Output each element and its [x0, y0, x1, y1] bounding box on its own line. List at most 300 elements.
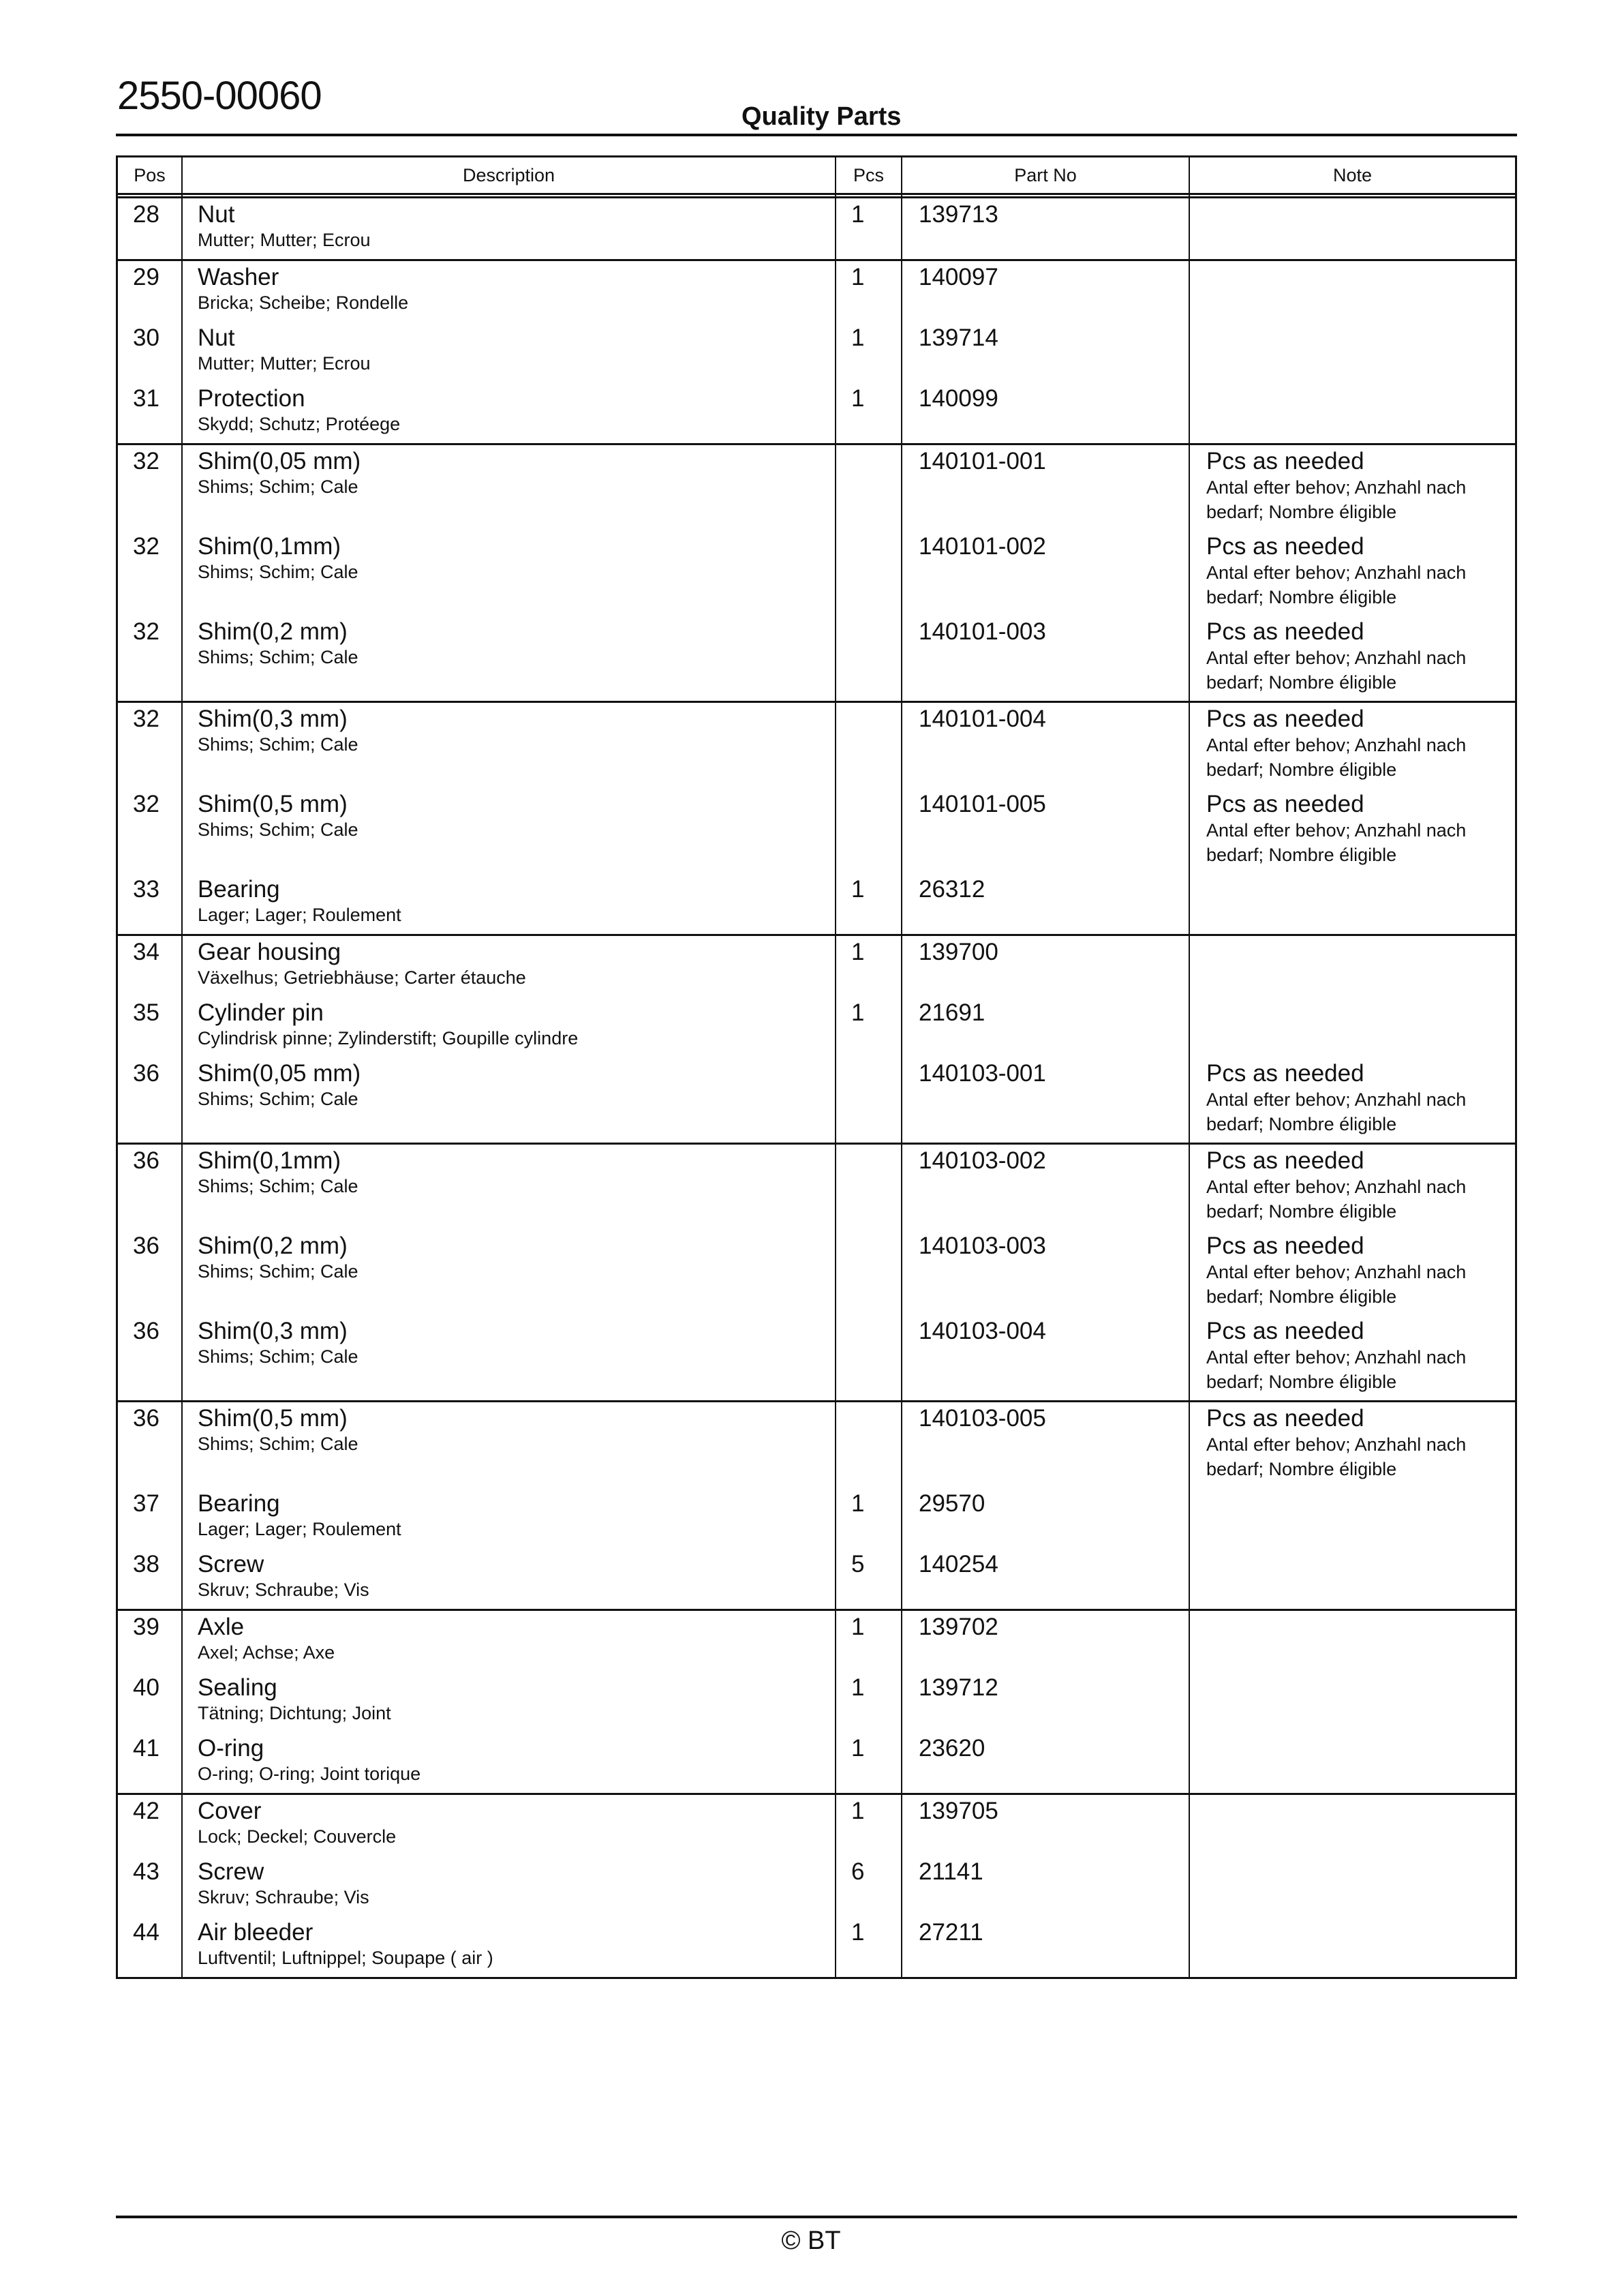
- pos-cell: [118, 1145, 183, 1230]
- table-row: [118, 1487, 1515, 1548]
- table-row-group: [118, 1402, 1515, 1611]
- pcs-cell: [836, 1611, 902, 1672]
- part-number: 139713: [919, 201, 998, 228]
- pcs-cell: [836, 997, 902, 1057]
- part-translation: Skydd; Schutz; Protéege: [198, 414, 401, 434]
- part-translation: Växelhus; Getriebhäuse; Carter étauche: [198, 967, 526, 988]
- pos-cell: [118, 322, 183, 382]
- part-number: 140101-005: [919, 791, 1046, 817]
- part-no-cell: [902, 1672, 1190, 1732]
- pcs-cell: [836, 530, 902, 616]
- position-number: 36: [133, 1405, 159, 1432]
- part-name: Nut: [198, 324, 235, 351]
- part-name: Shim(0,5 mm): [198, 791, 348, 817]
- note-cell: [1190, 1916, 1515, 1977]
- part-number: 21141: [919, 1858, 983, 1885]
- pcs-cell: [836, 703, 902, 788]
- part-name: Screw: [198, 1858, 264, 1885]
- footer-copyright: © BT: [781, 2226, 841, 2255]
- pos-cell: [118, 1548, 183, 1609]
- part-translation: Lager; Lager; Roulement: [198, 905, 401, 925]
- note-cell: [1190, 788, 1515, 873]
- quantity: 1: [851, 1798, 865, 1824]
- part-name: Shim(0,05 mm): [198, 448, 361, 474]
- part-translation: Shims; Schim; Cale: [198, 1176, 358, 1196]
- note-cell: [1190, 1672, 1515, 1732]
- pcs-cell: [836, 1145, 902, 1230]
- note-cell: [1190, 322, 1515, 382]
- pos-cell: [118, 1402, 183, 1487]
- pos-cell: [118, 198, 183, 259]
- part-translation: Shims; Schim; Cale: [198, 1261, 358, 1282]
- quantity: 1: [851, 201, 865, 228]
- note-cell: [1190, 1057, 1515, 1143]
- pcs-cell: [836, 788, 902, 873]
- pos-cell: [118, 1057, 183, 1143]
- quantity: 1: [851, 876, 865, 903]
- part-number: 140101-003: [919, 618, 1046, 645]
- pcs-cell: [836, 873, 902, 934]
- gap-cell: [1190, 195, 1515, 196]
- note-text: Pcs as needed: [1206, 1318, 1364, 1344]
- part-number: 21691: [919, 999, 985, 1026]
- note-cell: [1190, 261, 1515, 322]
- table-row: [118, 198, 1515, 259]
- table-row: [118, 1856, 1515, 1916]
- part-name: Screw: [198, 1551, 264, 1577]
- description-cell: [183, 1057, 836, 1143]
- position-number: 36: [133, 1060, 159, 1087]
- note-cell: [1190, 616, 1515, 701]
- part-translation: Axel; Achse; Axe: [198, 1642, 335, 1663]
- note-cell: [1190, 936, 1515, 997]
- table-row-group: [118, 1145, 1515, 1402]
- part-translation: Shims; Schim; Cale: [198, 1434, 358, 1454]
- gap-cell: [118, 195, 183, 196]
- part-number: 140099: [919, 385, 998, 412]
- part-number: 140101-001: [919, 448, 1046, 474]
- note-cell: [1190, 703, 1515, 788]
- description-cell: [183, 1611, 836, 1672]
- table-row: [118, 1916, 1515, 1977]
- part-translation: Shims; Schim; Cale: [198, 477, 358, 497]
- part-number: 140097: [919, 264, 998, 290]
- description-cell: [183, 1856, 836, 1916]
- part-number: 139705: [919, 1798, 998, 1824]
- description-cell: [183, 382, 836, 443]
- position-number: 36: [133, 1318, 159, 1344]
- part-translation: O-ring; O-ring; Joint torique: [198, 1764, 421, 1784]
- part-no-cell: [902, 322, 1190, 382]
- pcs-cell: [836, 1402, 902, 1487]
- note-text: Pcs as needed: [1206, 1060, 1364, 1087]
- note-cell: [1190, 1795, 1515, 1856]
- part-number: 140254: [919, 1551, 998, 1577]
- description-cell: [183, 198, 836, 259]
- part-name: Axle: [198, 1614, 245, 1640]
- part-no-cell: [902, 1315, 1190, 1400]
- pcs-cell: [836, 261, 902, 322]
- description-cell: [183, 703, 836, 788]
- part-name: Bearing: [198, 876, 280, 903]
- part-name: O-ring: [198, 1735, 264, 1762]
- table-row: [118, 1315, 1515, 1400]
- position-number: 29: [133, 264, 159, 290]
- note-cell: [1190, 445, 1515, 530]
- pcs-cell: [836, 616, 902, 701]
- part-translation: Shims; Schim; Cale: [198, 1346, 358, 1367]
- part-number: 29570: [919, 1490, 985, 1517]
- description-cell: [183, 322, 836, 382]
- note-cell: [1190, 1402, 1515, 1487]
- part-translation: Lager; Lager; Roulement: [198, 1519, 401, 1539]
- pos-cell: [118, 1672, 183, 1732]
- pcs-cell: [836, 1487, 902, 1548]
- part-number: 139712: [919, 1674, 998, 1701]
- pos-cell: [118, 616, 183, 701]
- part-number: 140103-005: [919, 1405, 1046, 1432]
- pos-cell: [118, 530, 183, 616]
- note-translation: Antal efter behov; Anzhahl nach bedarf; Nombre éligible: [1206, 820, 1467, 865]
- part-number: 139714: [919, 324, 998, 351]
- note-text: Pcs as needed: [1206, 1233, 1364, 1259]
- pos-cell: [118, 873, 183, 934]
- table-row: [118, 1611, 1515, 1672]
- part-name: Shim(0,1mm): [198, 533, 341, 560]
- header-pcs: Pcs: [836, 157, 902, 193]
- quantity: 1: [851, 1735, 865, 1762]
- quantity: 1: [851, 999, 865, 1026]
- table-row: [118, 530, 1515, 616]
- table-row: [118, 1145, 1515, 1230]
- part-name: Shim(0,1mm): [198, 1147, 341, 1174]
- position-number: 38: [133, 1551, 159, 1577]
- position-number: 35: [133, 999, 159, 1026]
- pos-cell: [118, 1611, 183, 1672]
- position-number: 32: [133, 448, 159, 474]
- note-translation: Antal efter behov; Anzhahl nach bedarf; Nombre éligible: [1206, 1347, 1467, 1392]
- position-number: 31: [133, 385, 159, 412]
- quantity: 1: [851, 1919, 865, 1946]
- table-row-group: [118, 1795, 1515, 1977]
- position-number: 32: [133, 618, 159, 645]
- gap-cell: [183, 195, 836, 196]
- table-row: [118, 1548, 1515, 1609]
- title-divider: [116, 134, 1517, 136]
- position-number: 32: [133, 706, 159, 732]
- part-no-cell: [902, 1795, 1190, 1856]
- pcs-cell: [836, 1916, 902, 1977]
- table-row-group: [118, 703, 1515, 936]
- table-row: [118, 1672, 1515, 1732]
- pcs-cell: [836, 1672, 902, 1732]
- table-row: [118, 936, 1515, 997]
- part-no-cell: [902, 261, 1190, 322]
- note-translation: Antal efter behov; Anzhahl nach bedarf; Nombre éligible: [1206, 1434, 1467, 1479]
- part-no-cell: [902, 445, 1190, 530]
- table-row: [118, 703, 1515, 788]
- table-row: [118, 1057, 1515, 1143]
- note-translation: Antal efter behov; Anzhahl nach bedarf; Nombre éligible: [1206, 1262, 1467, 1307]
- note-translation: Antal efter behov; Anzhahl nach bedarf; Nombre éligible: [1206, 562, 1467, 607]
- part-translation: Lock; Deckel; Couvercle: [198, 1826, 397, 1847]
- part-no-cell: [902, 198, 1190, 259]
- part-translation: Skruv; Schraube; Vis: [198, 1887, 369, 1907]
- table-row: [118, 1732, 1515, 1793]
- note-translation: Antal efter behov; Anzhahl nach bedarf; Nombre éligible: [1206, 648, 1467, 693]
- position-number: 28: [133, 201, 159, 228]
- part-no-cell: [902, 530, 1190, 616]
- note-text: Pcs as needed: [1206, 1147, 1364, 1174]
- parts-table: [116, 155, 1517, 1979]
- part-number: 140103-004: [919, 1318, 1046, 1344]
- part-name: Air bleeder: [198, 1919, 313, 1946]
- quantity: 1: [851, 1674, 865, 1701]
- pos-cell: [118, 1856, 183, 1916]
- header-pos: Pos: [118, 157, 183, 193]
- note-text: Pcs as needed: [1206, 706, 1364, 732]
- description-cell: [183, 1145, 836, 1230]
- description-cell: [183, 936, 836, 997]
- part-no-cell: [902, 382, 1190, 443]
- note-text: Pcs as needed: [1206, 1405, 1364, 1432]
- document-title: Quality Parts: [741, 102, 902, 131]
- part-no-cell: [902, 1230, 1190, 1315]
- part-name: Protection: [198, 385, 305, 412]
- table-row: [118, 997, 1515, 1057]
- footer-divider: [116, 2216, 1517, 2218]
- table-row: [118, 1795, 1515, 1856]
- part-number: 139702: [919, 1614, 998, 1640]
- part-name: Shim(0,3 mm): [198, 706, 348, 732]
- position-number: 36: [133, 1233, 159, 1259]
- table-row-group: [118, 936, 1515, 1145]
- table-row: [118, 1230, 1515, 1315]
- table-row-group: [118, 198, 1515, 261]
- part-no-cell: [902, 1856, 1190, 1916]
- pos-cell: [118, 445, 183, 530]
- part-name: Bearing: [198, 1490, 280, 1517]
- description-cell: [183, 1732, 836, 1793]
- pos-cell: [118, 382, 183, 443]
- note-cell: [1190, 1230, 1515, 1315]
- pcs-cell: [836, 1315, 902, 1400]
- quantity: 1: [851, 385, 865, 412]
- part-number: 139700: [919, 939, 998, 965]
- header-note: Note: [1332, 165, 1373, 185]
- part-translation: Shims; Schim; Cale: [198, 734, 358, 755]
- note-cell: [1190, 1856, 1515, 1916]
- table-row: [118, 616, 1515, 701]
- position-number: 39: [133, 1614, 159, 1640]
- pcs-cell: [836, 198, 902, 259]
- description-cell: [183, 445, 836, 530]
- table-header-row: [118, 157, 1515, 195]
- part-name: Shim(0,5 mm): [198, 1405, 348, 1432]
- note-translation: Antal efter behov; Anzhahl nach bedarf; Nombre éligible: [1206, 477, 1467, 522]
- pos-cell: [118, 1487, 183, 1548]
- quantity: 1: [851, 939, 865, 965]
- part-translation: Skruv; Schraube; Vis: [198, 1580, 369, 1600]
- part-translation: Bricka; Scheibe; Rondelle: [198, 292, 409, 313]
- pos-cell: [118, 997, 183, 1057]
- part-number: 140103-001: [919, 1060, 1046, 1087]
- pcs-cell: [836, 322, 902, 382]
- table-row: [118, 382, 1515, 443]
- position-number: 37: [133, 1490, 159, 1517]
- description-cell: [183, 1795, 836, 1856]
- note-cell: [1190, 1548, 1515, 1609]
- description-cell: [183, 788, 836, 873]
- part-no-cell: [902, 703, 1190, 788]
- description-cell: [183, 1402, 836, 1487]
- table-row: [118, 322, 1515, 382]
- pos-cell: [118, 1315, 183, 1400]
- quantity: 1: [851, 324, 865, 351]
- quantity: 1: [851, 1490, 865, 1517]
- part-no-cell: [902, 1611, 1190, 1672]
- table-row-group: [118, 445, 1515, 703]
- part-no-cell: [902, 788, 1190, 873]
- part-translation: Cylindrisk pinne; Zylinderstift; Goupille cylindre: [198, 1028, 579, 1048]
- part-translation: Shims; Schim; Cale: [198, 1089, 358, 1109]
- note-cell: [1190, 382, 1515, 443]
- pcs-cell: [836, 382, 902, 443]
- description-cell: [183, 997, 836, 1057]
- pcs-cell: [836, 1732, 902, 1793]
- pos-cell: [118, 1795, 183, 1856]
- part-translation: Shims; Schim; Cale: [198, 647, 358, 667]
- part-number: 140101-002: [919, 533, 1046, 560]
- description-cell: [183, 616, 836, 701]
- position-number: 42: [133, 1798, 159, 1824]
- note-cell: [1190, 1145, 1515, 1230]
- position-number: 44: [133, 1919, 159, 1946]
- table-row: [118, 788, 1515, 873]
- part-number: 26312: [919, 876, 985, 903]
- part-no-cell: [902, 1057, 1190, 1143]
- part-number: 23620: [919, 1735, 985, 1762]
- note-translation: Antal efter behov; Anzhahl nach bedarf; Nombre éligible: [1206, 1089, 1467, 1134]
- part-number: 27211: [919, 1919, 983, 1946]
- pcs-cell: [836, 1057, 902, 1143]
- part-name: Cylinder pin: [198, 999, 324, 1026]
- quantity: 1: [851, 1614, 865, 1640]
- part-no-cell: [902, 1732, 1190, 1793]
- part-translation: Tätning; Dichtung; Joint: [198, 1703, 391, 1723]
- note-translation: Antal efter behov; Anzhahl nach bedarf; Nombre éligible: [1206, 1177, 1467, 1222]
- gap-cell: [902, 195, 1190, 196]
- part-no-cell: [902, 616, 1190, 701]
- part-name: Shim(0,05 mm): [198, 1060, 361, 1087]
- description-cell: [183, 530, 836, 616]
- note-text: Pcs as needed: [1206, 533, 1364, 560]
- table-row-group: [118, 1611, 1515, 1795]
- quantity: 1: [851, 264, 865, 290]
- position-number: 32: [133, 791, 159, 817]
- part-translation: Shims; Schim; Cale: [198, 562, 358, 582]
- note-text: Pcs as needed: [1206, 618, 1364, 645]
- table-row: [118, 873, 1515, 934]
- note-cell: [1190, 530, 1515, 616]
- part-number: 140101-004: [919, 706, 1046, 732]
- pcs-cell: [836, 1548, 902, 1609]
- part-name: Shim(0,2 mm): [198, 618, 348, 645]
- note-cell: [1190, 1315, 1515, 1400]
- table-row-group: [118, 261, 1515, 445]
- description-cell: [183, 873, 836, 934]
- quantity: 5: [851, 1551, 865, 1577]
- position-number: 36: [133, 1147, 159, 1174]
- table-row: [118, 445, 1515, 530]
- document-number: 2550-00060: [117, 74, 322, 118]
- position-number: 33: [133, 876, 159, 903]
- table-row: [118, 261, 1515, 322]
- note-cell: [1190, 1487, 1515, 1548]
- pos-cell: [118, 1230, 183, 1315]
- note-translation: Antal efter behov; Anzhahl nach bedarf; Nombre éligible: [1206, 735, 1467, 780]
- note-text: Pcs as needed: [1206, 791, 1364, 817]
- pcs-cell: [836, 1230, 902, 1315]
- part-name: Sealing: [198, 1674, 277, 1701]
- description-cell: [183, 1672, 836, 1732]
- note-cell: [1190, 1611, 1515, 1672]
- part-no-cell: [902, 1548, 1190, 1609]
- part-no-cell: [902, 1916, 1190, 1977]
- part-translation: Mutter; Mutter; Ecrou: [198, 230, 371, 250]
- pcs-cell: [836, 1795, 902, 1856]
- description-cell: [183, 1548, 836, 1609]
- part-name: Nut: [198, 201, 235, 228]
- part-name: Gear housing: [198, 939, 341, 965]
- part-number: 140103-003: [919, 1233, 1046, 1259]
- note-cell: [1190, 1732, 1515, 1793]
- pos-cell: [118, 261, 183, 322]
- pcs-cell: [836, 1856, 902, 1916]
- header-part-no: Part No: [902, 157, 1190, 193]
- gap-cell: [836, 195, 902, 196]
- position-number: 40: [133, 1674, 159, 1701]
- header-description: Description: [183, 157, 836, 193]
- description-cell: [183, 1230, 836, 1315]
- part-no-cell: [902, 997, 1190, 1057]
- note-cell: [1190, 873, 1515, 934]
- pos-cell: [118, 703, 183, 788]
- part-name: Cover: [198, 1798, 262, 1824]
- part-no-cell: [902, 1402, 1190, 1487]
- position-number: 30: [133, 324, 159, 351]
- position-number: 34: [133, 939, 159, 965]
- part-no-cell: [902, 936, 1190, 997]
- description-cell: [183, 261, 836, 322]
- part-translation: Mutter; Mutter; Ecrou: [198, 353, 371, 374]
- part-translation: Shims; Schim; Cale: [198, 819, 358, 840]
- table-row: [118, 1402, 1515, 1487]
- pos-cell: [118, 936, 183, 997]
- part-name: Washer: [198, 264, 279, 290]
- note-text: Pcs as needed: [1206, 448, 1364, 474]
- pos-cell: [118, 1916, 183, 1977]
- pcs-cell: [836, 445, 902, 530]
- part-number: 140103-002: [919, 1147, 1046, 1174]
- description-cell: [183, 1916, 836, 1977]
- description-cell: [183, 1315, 836, 1400]
- table-body: [118, 198, 1515, 1977]
- pos-cell: [118, 788, 183, 873]
- position-number: 32: [133, 533, 159, 560]
- pcs-cell: [836, 936, 902, 997]
- part-translation: Luftventil; Luftnippel; Soupape ( air ): [198, 1948, 493, 1968]
